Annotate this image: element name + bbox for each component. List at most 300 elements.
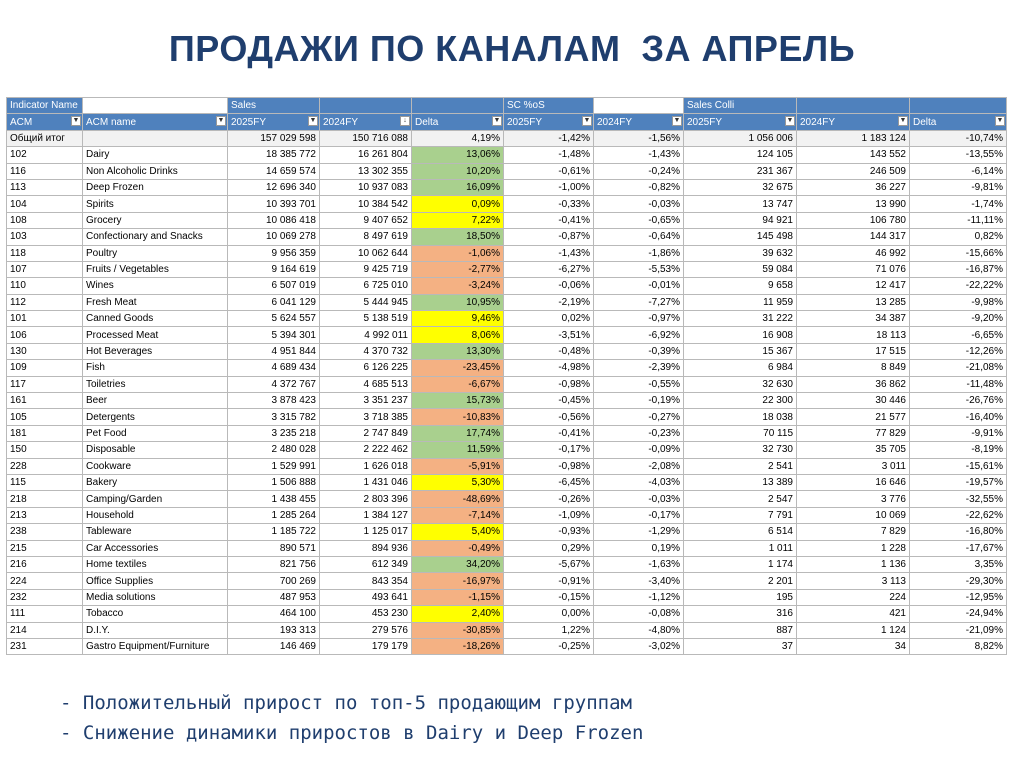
cell-code: 161 — [7, 393, 83, 409]
cell-s25: 157 029 598 — [228, 130, 320, 146]
cell-c24: 46 992 — [797, 245, 910, 261]
dropdown-arrow-icon[interactable]: ▼ — [72, 117, 80, 125]
cell-s25: 890 571 — [228, 540, 320, 556]
cell-name: Fish — [83, 360, 228, 376]
cell-c25: 16 908 — [684, 327, 797, 343]
cell-c24: 1 183 124 — [797, 130, 910, 146]
cell-c25: 1 011 — [684, 540, 797, 556]
cell-code: 112 — [7, 294, 83, 310]
table-row — [7, 524, 1007, 540]
cell-sc24: -0,82% — [594, 179, 684, 195]
cell-code: 130 — [7, 343, 83, 359]
cell-c25: 13 747 — [684, 196, 797, 212]
cell-s24: 843 354 — [320, 573, 412, 589]
table-row — [7, 573, 1007, 589]
cell-delta: 7,22% — [412, 212, 504, 228]
cell-s25: 464 100 — [228, 606, 320, 622]
cell-name: Gastro Equipment/Furniture — [83, 638, 228, 654]
cell-name: D.I.Y. — [83, 622, 228, 638]
cell-cd: -13,55% — [910, 147, 1007, 163]
cell-sc25: -1,42% — [504, 130, 594, 146]
cell-cd: -12,95% — [910, 589, 1007, 605]
table-row — [7, 294, 1007, 310]
cell-name: Tableware — [83, 524, 228, 540]
cell-code: 231 — [7, 638, 83, 654]
cell-s24: 1 431 046 — [320, 474, 412, 490]
cell-s25: 9 164 619 — [228, 261, 320, 277]
cell-c25: 70 115 — [684, 425, 797, 441]
cell-s25: 10 069 278 — [228, 229, 320, 245]
cell-sc25: -1,43% — [504, 245, 594, 261]
cell-sc24: -0,65% — [594, 212, 684, 228]
cell-s24: 16 261 804 — [320, 147, 412, 163]
cell-s25: 5 624 557 — [228, 311, 320, 327]
cell-sc24: -0,97% — [594, 311, 684, 327]
cell-name: Disposable — [83, 442, 228, 458]
cell-c25: 22 300 — [684, 393, 797, 409]
cell-s24: 4 685 513 — [320, 376, 412, 392]
cell-sc25: 0,29% — [504, 540, 594, 556]
cell-sc24: -1,29% — [594, 524, 684, 540]
cell-cd: 8,82% — [910, 638, 1007, 654]
cell-s24: 13 302 355 — [320, 163, 412, 179]
cell-cd: -11,48% — [910, 376, 1007, 392]
cell-c24: 36 227 — [797, 179, 910, 195]
cell-sc25: -0,61% — [504, 163, 594, 179]
cell-c24: 34 387 — [797, 311, 910, 327]
dropdown-arrow-icon[interactable]: ▼ — [217, 117, 225, 125]
cell-code: 214 — [7, 622, 83, 638]
cell-name: Camping/Garden — [83, 491, 228, 507]
cell-s25: 2 480 028 — [228, 442, 320, 458]
cell-c24: 34 — [797, 638, 910, 654]
bullet-item: - Снижение динамики приростов в Dairy и Deep Frozen — [60, 722, 644, 744]
cell-code: 105 — [7, 409, 83, 425]
cell-sc25: 0,00% — [504, 606, 594, 622]
cell-delta: 5,40% — [412, 524, 504, 540]
cell-sc25: -0,98% — [504, 458, 594, 474]
cell-code: 113 — [7, 179, 83, 195]
column-header-cell[interactable] — [684, 114, 797, 130]
cell-sc25: -0,26% — [504, 491, 594, 507]
cell-s25: 10 086 418 — [228, 212, 320, 228]
column-header-cell[interactable] — [228, 114, 320, 130]
group-header-cell: Sales — [228, 98, 320, 114]
column-header-label: ACM — [10, 116, 33, 128]
cell-sc24: -0,55% — [594, 376, 684, 392]
table-row — [7, 458, 1007, 474]
cell-c25: 31 222 — [684, 311, 797, 327]
group-header-cell — [320, 98, 412, 114]
cell-delta: -48,69% — [412, 491, 504, 507]
cell-cd: -32,55% — [910, 491, 1007, 507]
sales-table — [6, 97, 1007, 655]
cell-cd: -16,80% — [910, 524, 1007, 540]
cell-sc24: -0,08% — [594, 606, 684, 622]
cell-code: 232 — [7, 589, 83, 605]
cell-cd: 0,82% — [910, 229, 1007, 245]
column-header-cell[interactable] — [7, 114, 83, 130]
cell-s25: 6 041 129 — [228, 294, 320, 310]
cell-s25: 10 393 701 — [228, 196, 320, 212]
table-row — [7, 229, 1007, 245]
cell-name: Hot Beverages — [83, 343, 228, 359]
cell-name: Toiletries — [83, 376, 228, 392]
cell-sc24: -0,27% — [594, 409, 684, 425]
cell-s24: 3 351 237 — [320, 393, 412, 409]
cell-s25: 4 951 844 — [228, 343, 320, 359]
cell-code: 101 — [7, 311, 83, 327]
cell-cd: -12,26% — [910, 343, 1007, 359]
cell-s24: 5 444 945 — [320, 294, 412, 310]
cell-sc24: -0,03% — [594, 196, 684, 212]
cell-delta: -7,14% — [412, 507, 504, 523]
cell-name: Office Supplies — [83, 573, 228, 589]
cell-code: 108 — [7, 212, 83, 228]
cell-delta: 16,09% — [412, 179, 504, 195]
cell-s24: 6 126 225 — [320, 360, 412, 376]
cell-s24: 612 349 — [320, 556, 412, 572]
cell-code: 218 — [7, 491, 83, 507]
cell-name: Non Alcoholic Drinks — [83, 163, 228, 179]
dropdown-arrow-icon[interactable]: ▼ — [899, 117, 907, 125]
cell-sc25: -0,98% — [504, 376, 594, 392]
dropdown-arrow-icon[interactable]: ▼ — [493, 117, 501, 125]
cell-delta: 17,74% — [412, 425, 504, 441]
cell-cd: -15,61% — [910, 458, 1007, 474]
cell-delta: 4,19% — [412, 130, 504, 146]
cell-delta: 11,59% — [412, 442, 504, 458]
cell-sc25: -5,67% — [504, 556, 594, 572]
cell-s24: 6 725 010 — [320, 278, 412, 294]
cell-s24: 10 062 644 — [320, 245, 412, 261]
cell-sc25: -2,19% — [504, 294, 594, 310]
cell-c25: 59 084 — [684, 261, 797, 277]
cell-c25: 145 498 — [684, 229, 797, 245]
cell-s24: 1 626 018 — [320, 458, 412, 474]
cell-s24: 2 803 396 — [320, 491, 412, 507]
dropdown-arrow-icon[interactable]: ▼ — [673, 117, 681, 125]
table-row — [7, 606, 1007, 622]
cell-name: Confectionary and Snacks — [83, 229, 228, 245]
cell-s25: 4 372 767 — [228, 376, 320, 392]
cell-sc25: -0,45% — [504, 393, 594, 409]
cell-sc24: -0,09% — [594, 442, 684, 458]
cell-sc24: -1,43% — [594, 147, 684, 163]
cell-code: 115 — [7, 474, 83, 490]
cell-sc25: -0,56% — [504, 409, 594, 425]
dropdown-arrow-icon[interactable]: ▼ — [309, 117, 317, 125]
cell-name: Tobacco — [83, 606, 228, 622]
cell-cd: -9,91% — [910, 425, 1007, 441]
cell-s24: 2 747 849 — [320, 425, 412, 441]
table-row — [7, 622, 1007, 638]
cell-cd: -22,62% — [910, 507, 1007, 523]
cell-sc25: -0,93% — [504, 524, 594, 540]
cell-sc24: 0,19% — [594, 540, 684, 556]
cell-c25: 94 921 — [684, 212, 797, 228]
cell-cd: -9,98% — [910, 294, 1007, 310]
cell-code: 118 — [7, 245, 83, 261]
cell-c25: 18 038 — [684, 409, 797, 425]
cell-sc25: -3,51% — [504, 327, 594, 343]
cell-s24: 894 936 — [320, 540, 412, 556]
table-row — [7, 327, 1007, 343]
cell-sc24: -0,01% — [594, 278, 684, 294]
cell-c24: 21 577 — [797, 409, 910, 425]
table-row — [7, 409, 1007, 425]
cell-c25: 2 541 — [684, 458, 797, 474]
cell-c24: 224 — [797, 589, 910, 605]
cell-code: 106 — [7, 327, 83, 343]
column-header-cell[interactable] — [320, 114, 412, 130]
sort-descending-icon[interactable]: ↓ — [400, 116, 410, 126]
table-row — [7, 638, 1007, 654]
cell-c24: 3 011 — [797, 458, 910, 474]
group-header-cell: SC %oS — [504, 98, 594, 114]
cell-sc25: 0,02% — [504, 311, 594, 327]
group-header-cell: Indicator Name — [7, 98, 83, 114]
column-header-label: 2024FY — [323, 116, 359, 128]
column-header-cell[interactable] — [910, 114, 1007, 130]
cell-delta: -0,49% — [412, 540, 504, 556]
cell-name: Home textiles — [83, 556, 228, 572]
cell-sc25: -0,33% — [504, 196, 594, 212]
table-row — [7, 474, 1007, 490]
cell-cd: 3,35% — [910, 556, 1007, 572]
cell-s25: 14 659 574 — [228, 163, 320, 179]
cell-s24: 5 138 519 — [320, 311, 412, 327]
cell-s25: 5 394 301 — [228, 327, 320, 343]
cell-s25: 1 506 888 — [228, 474, 320, 490]
cell-sc25: -6,27% — [504, 261, 594, 277]
cell-code: 213 — [7, 507, 83, 523]
table-row — [7, 491, 1007, 507]
group-header-cell — [412, 98, 504, 114]
group-header-cell — [797, 98, 910, 114]
column-header-label: 2025FY — [507, 116, 543, 128]
cell-delta: 13,30% — [412, 343, 504, 359]
cell-c25: 6 984 — [684, 360, 797, 376]
cell-c24: 10 069 — [797, 507, 910, 523]
table-row — [7, 589, 1007, 605]
cell-name: Dairy — [83, 147, 228, 163]
cell-s25: 3 315 782 — [228, 409, 320, 425]
cell-c24: 18 113 — [797, 327, 910, 343]
cell-c24: 13 285 — [797, 294, 910, 310]
cell-name: Wines — [83, 278, 228, 294]
cell-sc24: -3,02% — [594, 638, 684, 654]
cell-s25: 193 313 — [228, 622, 320, 638]
dropdown-arrow-icon[interactable]: ▼ — [996, 117, 1004, 125]
cell-code: 102 — [7, 147, 83, 163]
cell-code: 224 — [7, 573, 83, 589]
table-row — [7, 196, 1007, 212]
cell-s24: 8 497 619 — [320, 229, 412, 245]
cell-s25: 4 689 434 — [228, 360, 320, 376]
table-row — [7, 376, 1007, 392]
cell-cd: -11,11% — [910, 212, 1007, 228]
table-row — [7, 261, 1007, 277]
cell-name: Poultry — [83, 245, 228, 261]
column-header-label: Delta — [415, 116, 439, 128]
cell-c25: 32 630 — [684, 376, 797, 392]
cell-c24: 16 646 — [797, 474, 910, 490]
cell-sc24: -0,17% — [594, 507, 684, 523]
cell-sc24: -1,56% — [594, 130, 684, 146]
cell-code: 104 — [7, 196, 83, 212]
group-header-cell — [910, 98, 1007, 114]
cell-c25: 1 174 — [684, 556, 797, 572]
cell-delta: 34,20% — [412, 556, 504, 572]
cell-sc25: -1,09% — [504, 507, 594, 523]
cell-c24: 13 990 — [797, 196, 910, 212]
cell-s24: 10 384 542 — [320, 196, 412, 212]
cell-c25: 195 — [684, 589, 797, 605]
cell-s25: 146 469 — [228, 638, 320, 654]
table-row — [7, 179, 1007, 195]
table-row — [7, 556, 1007, 572]
column-header-cell[interactable] — [504, 114, 594, 130]
cell-code: 103 — [7, 229, 83, 245]
column-header-label: 2024FY — [597, 116, 633, 128]
cell-s25: 821 756 — [228, 556, 320, 572]
group-header-cell — [594, 98, 684, 114]
column-header-cell[interactable] — [412, 114, 504, 130]
cell-delta: -2,77% — [412, 261, 504, 277]
cell-c25: 11 959 — [684, 294, 797, 310]
cell-sc24: -2,39% — [594, 360, 684, 376]
cell-c25: 32 675 — [684, 179, 797, 195]
table-row — [7, 278, 1007, 294]
dropdown-arrow-icon[interactable]: ▼ — [583, 117, 591, 125]
cell-c25: 124 105 — [684, 147, 797, 163]
cell-delta: -3,24% — [412, 278, 504, 294]
cell-c24: 144 317 — [797, 229, 910, 245]
cell-name: Canned Goods — [83, 311, 228, 327]
cell-c24: 36 862 — [797, 376, 910, 392]
cell-delta: 5,30% — [412, 474, 504, 490]
cell-s24: 150 716 088 — [320, 130, 412, 146]
cell-sc25: -1,48% — [504, 147, 594, 163]
cell-s25: 1 185 722 — [228, 524, 320, 540]
cell-c25: 887 — [684, 622, 797, 638]
cell-delta: 10,95% — [412, 294, 504, 310]
cell-name — [83, 130, 228, 146]
cell-s25: 487 953 — [228, 589, 320, 605]
cell-name: Spirits — [83, 196, 228, 212]
cell-name: Fruits / Vegetables — [83, 261, 228, 277]
header-row-groups — [7, 98, 1007, 114]
cell-s24: 279 576 — [320, 622, 412, 638]
cell-s24: 2 222 462 — [320, 442, 412, 458]
cell-c24: 1 228 — [797, 540, 910, 556]
cell-sc24: -1,12% — [594, 589, 684, 605]
cell-name: Pet Food — [83, 425, 228, 441]
cell-delta: -5,91% — [412, 458, 504, 474]
cell-name: Detergents — [83, 409, 228, 425]
column-header-cell[interactable] — [594, 114, 684, 130]
cell-c24: 1 136 — [797, 556, 910, 572]
cell-sc24: -0,39% — [594, 343, 684, 359]
table-row — [7, 507, 1007, 523]
cell-cd: -17,67% — [910, 540, 1007, 556]
cell-code: 117 — [7, 376, 83, 392]
cell-sc25: -0,91% — [504, 573, 594, 589]
cell-code: 110 — [7, 278, 83, 294]
cell-delta: -16,97% — [412, 573, 504, 589]
cell-c24: 1 124 — [797, 622, 910, 638]
cell-s24: 3 718 385 — [320, 409, 412, 425]
cell-delta: -18,26% — [412, 638, 504, 654]
column-header-label: ACM name — [86, 116, 137, 128]
column-header-cell[interactable] — [83, 114, 228, 130]
cell-s24: 179 179 — [320, 638, 412, 654]
group-header-cell: Sales Colli — [684, 98, 797, 114]
cell-delta: 15,73% — [412, 393, 504, 409]
cell-sc24: -0,03% — [594, 491, 684, 507]
cell-s24: 9 407 652 — [320, 212, 412, 228]
table-row — [7, 540, 1007, 556]
cell-delta: -10,83% — [412, 409, 504, 425]
cell-c25: 37 — [684, 638, 797, 654]
cell-cd: -15,66% — [910, 245, 1007, 261]
table-row — [7, 245, 1007, 261]
cell-delta: 2,40% — [412, 606, 504, 622]
table-row — [7, 360, 1007, 376]
header-row-columns — [7, 114, 1007, 130]
cell-cd: -16,40% — [910, 409, 1007, 425]
cell-c24: 421 — [797, 606, 910, 622]
dropdown-arrow-icon[interactable]: ▼ — [786, 117, 794, 125]
table-row — [7, 311, 1007, 327]
slide-title: ПРОДАЖИ ПО КАНАЛАМ ЗА АПРЕЛЬ — [168, 28, 856, 69]
cell-s24: 4 370 732 — [320, 343, 412, 359]
cell-sc24: -3,40% — [594, 573, 684, 589]
cell-c25: 9 658 — [684, 278, 797, 294]
column-header-cell[interactable] — [797, 114, 910, 130]
cell-s24: 453 230 — [320, 606, 412, 622]
cell-name: Beer — [83, 393, 228, 409]
cell-c24: 77 829 — [797, 425, 910, 441]
cell-sc25: -4,98% — [504, 360, 594, 376]
cell-sc24: -7,27% — [594, 294, 684, 310]
cell-sc24: -0,23% — [594, 425, 684, 441]
cell-s25: 12 696 340 — [228, 179, 320, 195]
cell-delta: -23,45% — [412, 360, 504, 376]
cell-sc25: -0,15% — [504, 589, 594, 605]
cell-c25: 316 — [684, 606, 797, 622]
cell-sc25: -1,00% — [504, 179, 594, 195]
cell-name: Cookware — [83, 458, 228, 474]
cell-s25: 1 285 264 — [228, 507, 320, 523]
cell-c24: 143 552 — [797, 147, 910, 163]
table-row — [7, 147, 1007, 163]
cell-cd: -10,74% — [910, 130, 1007, 146]
cell-cd: -26,76% — [910, 393, 1007, 409]
cell-name: Fresh Meat — [83, 294, 228, 310]
cell-name: Bakery — [83, 474, 228, 490]
cell-delta: -1,15% — [412, 589, 504, 605]
cell-sc24: -5,53% — [594, 261, 684, 277]
group-header-cell — [83, 98, 228, 114]
cell-code: 216 — [7, 556, 83, 572]
cell-c24: 17 515 — [797, 343, 910, 359]
cell-name: Grocery — [83, 212, 228, 228]
cell-sc25: -6,45% — [504, 474, 594, 490]
cell-c25: 2 201 — [684, 573, 797, 589]
cell-s25: 9 956 359 — [228, 245, 320, 261]
